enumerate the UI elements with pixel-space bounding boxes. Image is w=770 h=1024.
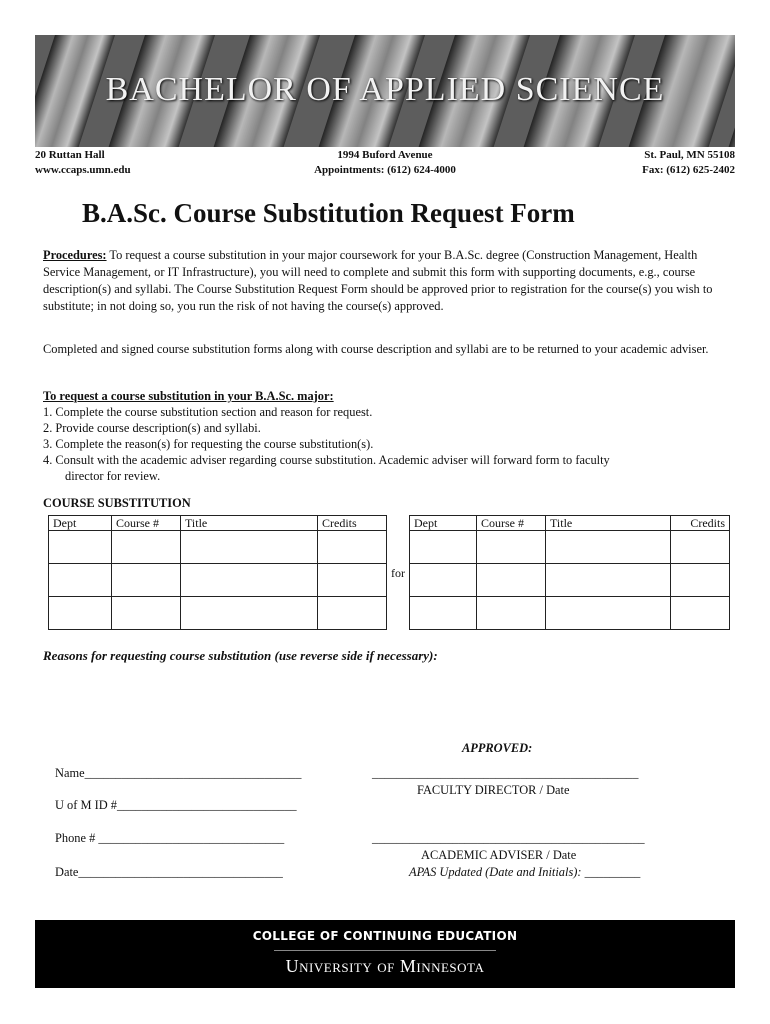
col-course-number: Course # [477,516,546,531]
col-dept: Dept [410,516,477,531]
col-title: Title [546,516,671,531]
col-credits: Credits [318,516,387,531]
university-name: University of Minnesota [285,956,485,976]
table-header-row [49,516,730,531]
approved-label: APPROVED: [462,741,533,755]
name-field[interactable]: Name___________________________________ [55,766,302,780]
title-cell[interactable] [546,597,671,630]
credits-cell[interactable] [318,597,387,630]
form-title: B.A.Sc. Course Substitution Request Form [82,198,575,228]
col-dept: Dept [49,516,112,531]
steps-heading: To request a course substitution in your B.A.Sc. major: [43,389,334,403]
credits-cell[interactable] [671,597,730,630]
credits-cell[interactable] [671,564,730,597]
course-number-cell[interactable] [112,597,181,630]
title-cell[interactable] [546,531,671,564]
academic-adviser-signature-line[interactable]: ____________________________________________ [372,831,645,845]
address-right [642,148,735,178]
phone-field[interactable]: Phone # ______________________________ [55,831,285,845]
address-avenue: 1994 Buford Avenue [337,149,433,161]
dept-cell[interactable] [49,597,112,630]
course-number-cell[interactable] [112,564,181,597]
course-number-cell[interactable] [477,597,546,630]
header-banner [35,35,735,147]
dept-cell[interactable] [410,564,477,597]
procedures-text: To request a course substitution in your major coursework for your B.A.Sc. degree (Construction Management, Health Service Management, or IT Infrastructure), you will need to complete and submit this form with supporting documents, e.g., course description(s) and syllabi. The Course Substitution Request Form should be approved prior to registration for the course(s) you wish to substitute; in not doing so, you run the risk of not having the course(s) approved. [43,248,713,313]
footer-divider [274,950,496,951]
address-left [35,148,131,178]
title-cell[interactable] [181,531,318,564]
step-item: 3. Complete the reason(s) for requesting the course substitution(s). [43,437,374,451]
website-link[interactable]: www.ccaps.umn.edu [35,164,131,176]
col-credits: Credits [671,516,730,531]
step-item: 4. Consult with the academic adviser regarding course substitution. Academic adviser will forward form to faculty [43,453,610,467]
course-number-cell[interactable] [112,531,181,564]
dept-cell[interactable] [49,564,112,597]
date-field[interactable]: Date_________________________________ [55,865,283,879]
step-item: 1. Complete the course substitution section and reason for request. [43,405,373,419]
steps-section [43,388,733,484]
course-number-cell[interactable] [477,564,546,597]
appointments-phone: Appointments: (612) 624-4000 [314,164,456,176]
fax-number: Fax: (612) 625-2402 [642,164,735,176]
step-item-continuation: director for review. [65,469,161,483]
dept-cell[interactable] [410,531,477,564]
course-number-cell[interactable] [477,531,546,564]
credits-cell[interactable] [318,564,387,597]
credits-cell[interactable] [318,531,387,564]
for-label: for [387,516,410,630]
dept-cell[interactable] [410,597,477,630]
procedures-paragraph [43,247,733,315]
step-item: 2. Provide course description(s) and syllabi. [43,421,261,435]
footer-bar [35,920,735,988]
faculty-director-signature-line[interactable]: ___________________________________________ [372,766,639,780]
procedures-label: Procedures: [43,248,107,262]
faculty-director-label: FACULTY DIRECTOR / Date [417,783,570,797]
col-course-number: Course # [112,516,181,531]
completed-paragraph: Completed and signed course substitution forms along with course description and syllabi are to be returned to your academic adviser. [43,342,709,356]
address-street: 20 Ruttan Hall [35,149,105,161]
umid-field[interactable]: U of M ID #_____________________________ [55,798,297,812]
title-cell[interactable] [181,597,318,630]
title-cell[interactable] [546,564,671,597]
address-city: St. Paul, MN 55108 [644,149,735,161]
title-cell[interactable] [181,564,318,597]
reasons-field[interactable] [43,668,733,738]
reasons-label: Reasons for requesting course substitution (use reverse side if necessary): [43,648,438,663]
course-substitution-heading: COURSE SUBSTITUTION [43,496,191,510]
academic-adviser-label: ACADEMIC ADVISER / Date [421,848,577,862]
college-name: COLLEGE OF CONTINUING EDUCATION [252,929,518,943]
banner-title: BACHELOR OF APPLIED SCIENCE [105,71,665,108]
dept-cell[interactable] [49,531,112,564]
address-center [235,148,535,178]
credits-cell[interactable] [671,531,730,564]
apas-updated-field[interactable]: APAS Updated (Date and Initials): _________ [409,865,641,879]
col-title: Title [181,516,318,531]
course-substitution-table [48,515,730,630]
